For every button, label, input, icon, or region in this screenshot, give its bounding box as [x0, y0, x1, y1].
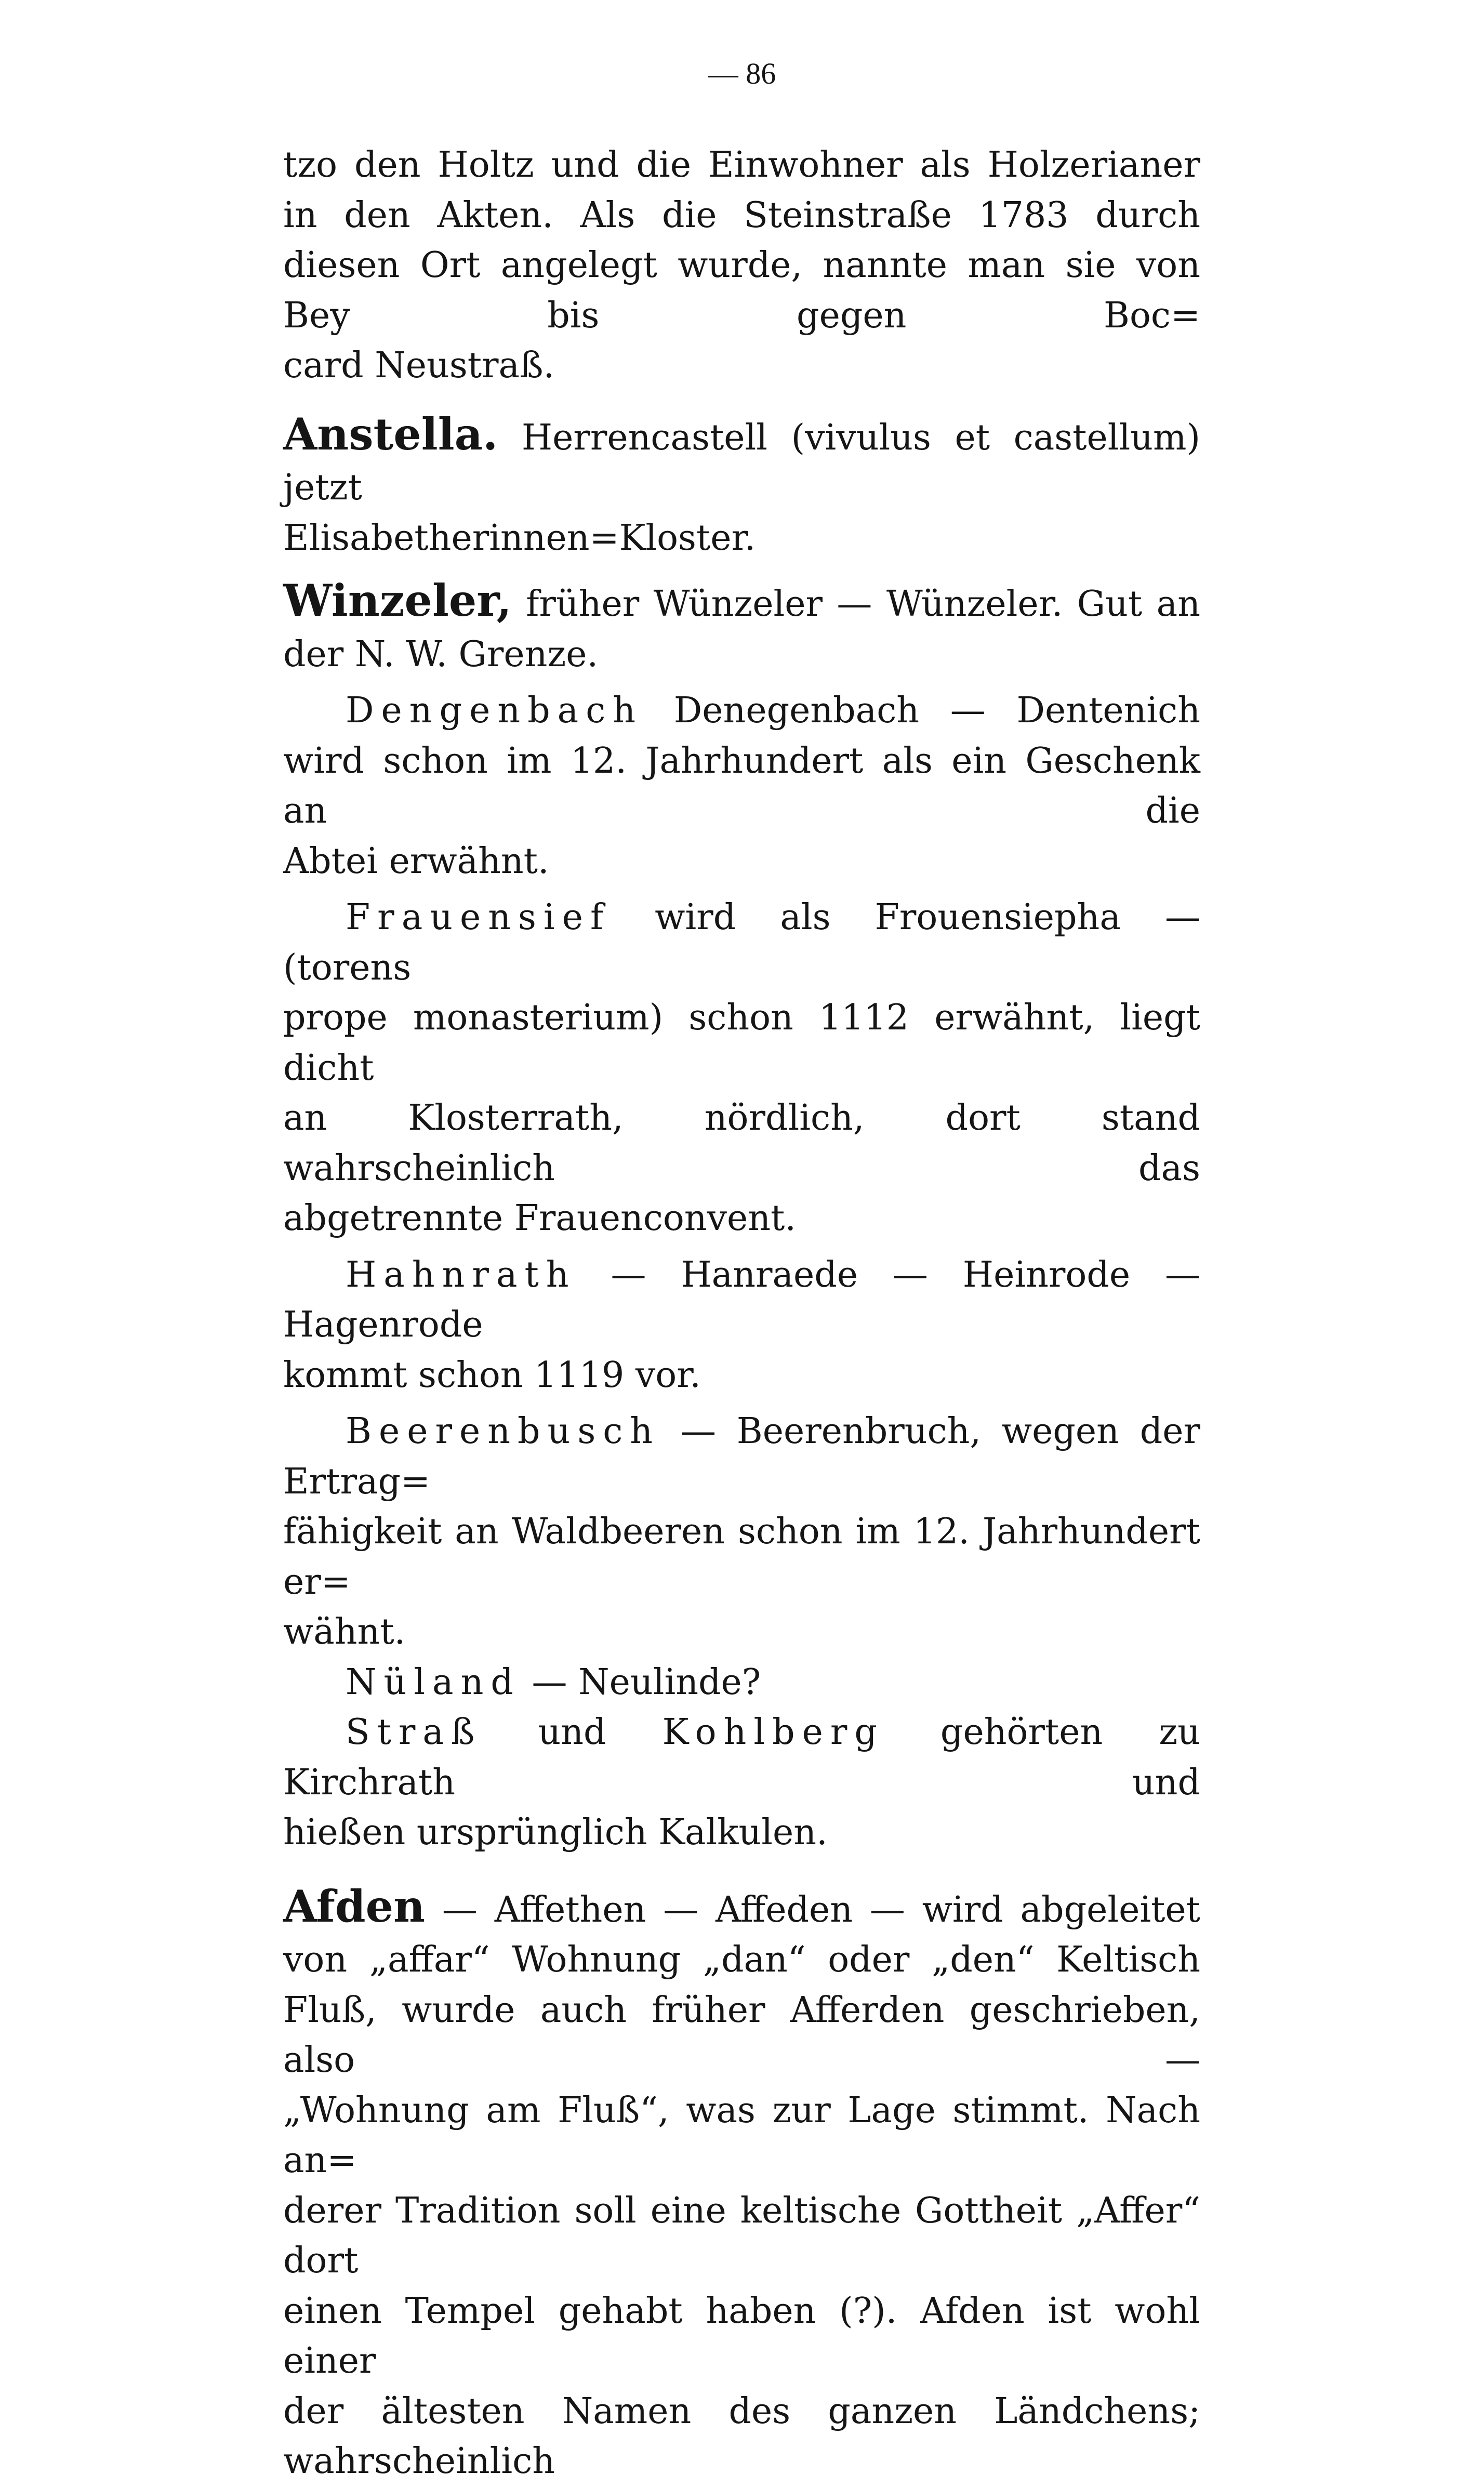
paragraph: [283, 736, 1200, 837]
text-line: der N. W. Grenze.: [283, 633, 599, 675]
paragraph: [283, 2286, 1200, 2387]
text-line: wird als Frouensiepha — (torens: [283, 897, 1200, 988]
text-line: von „affar“ Wohnung „dan“ oder „den“ Keltisch: [283, 1939, 1200, 1980]
text-line: Elisabetherinnen=Kloster.: [283, 517, 756, 559]
text-line: — Hanraede — Heinrode — Hagenrode: [283, 1254, 1200, 1345]
entry-afden: [283, 1882, 1200, 1936]
paragraph: [283, 2086, 1200, 2186]
text-line: einen Tempel gehabt haben (?). Afden ist wohl einer: [283, 2290, 1200, 2382]
entry-anstella: [283, 409, 1200, 513]
paragraph: [283, 2186, 1200, 2286]
paragraph: [283, 1935, 1200, 1986]
entry-term: Nüland: [346, 1661, 521, 1703]
text-line: Herrencastell (vivulus et castellum) jetzt: [283, 417, 1200, 508]
text-line: Denegenbach — Dentenich: [673, 690, 1200, 731]
entry-term: Dengenbach: [346, 690, 643, 731]
entry-nueland: [283, 1658, 1200, 1708]
paragraph: [283, 993, 1200, 1093]
paragraph-end: [283, 1808, 1200, 1858]
entry-term: Kohlberg: [662, 1712, 884, 1753]
entry-frauensief: [283, 893, 1200, 993]
text-line: — Beerenbruch, wegen der Ertrag=: [283, 1411, 1200, 1502]
paragraph-end: [283, 1194, 1200, 1244]
page-body: [283, 140, 1200, 2487]
paragraph-end: [283, 513, 1200, 564]
text-line: prope monasterium) schon 1112 erwähnt, liegt dicht: [283, 997, 1200, 1089]
text-line: früher Wünzeler — Wünzeler. Gut an: [526, 584, 1201, 625]
text-line: tzo den Holtz und die Einwohner als Holzerianer in: [283, 144, 1200, 236]
entry-term: Straß: [346, 1712, 482, 1753]
entry-winzeler: [283, 576, 1200, 630]
text-line: hießen ursprünglich Kalkulen.: [283, 1812, 828, 1853]
entry-term: Hahnrath: [346, 1254, 576, 1295]
page-number: — 86: [708, 57, 776, 90]
text-line: an Klosterrath, nördlich, dort stand wahrscheinlich das: [283, 1097, 1200, 1189]
text-line: derer Tradition soll eine keltische Gottheit „Affer“ dort: [283, 2190, 1200, 2281]
paragraph: [283, 2387, 1200, 2487]
entry-strass-kohlberg: [283, 1708, 1200, 1808]
entry-dengenbach: [283, 686, 1200, 736]
text-line: wird schon im 12. Jahrhundert als ein Geschenk an die: [283, 740, 1200, 831]
paragraph-end: [283, 1351, 1200, 1401]
paragraph-end: [283, 630, 1200, 680]
entry-headword: Winzeler,: [283, 575, 512, 626]
paragraph: [283, 1093, 1200, 1194]
entry-term: Beerenbusch: [346, 1411, 660, 1452]
text-line: kommt schon 1119 vor.: [283, 1354, 701, 1396]
paragraph-end: [283, 837, 1200, 887]
paragraph-end: [283, 1607, 1200, 1658]
text-line: abgetrennte Frauenconvent.: [283, 1198, 796, 1239]
paragraph: [283, 1986, 1200, 2086]
text-line: den Akten. Als die Steinstraße 1783 durch diesen Ort: [283, 194, 1200, 286]
entry-hahnrath: [283, 1250, 1200, 1351]
connector-word: und: [538, 1712, 606, 1753]
text-line: — Affethen — Affeden — wird abgeleitet: [442, 1889, 1200, 1930]
text-line: angelegt wurde, nannte man sie von Bey bis gegen Boc=: [283, 245, 1200, 336]
text-line: card Neustraß.: [283, 345, 555, 386]
text-line: Fluß, wurde auch früher Afferden geschrieben, also —: [283, 1989, 1200, 2081]
entry-headword: Anstella.: [283, 408, 498, 460]
text-line: „Wohnung am Fluß“, was zur Lage stimmt. Nach an=: [283, 2089, 1200, 2181]
entry-headword: Afden: [283, 1880, 426, 1932]
text-line: gehörten zu Kirchrath und: [283, 1712, 1200, 1803]
text-line: fähigkeit an Waldbeeren schon im 12. Jahrhundert er=: [283, 1511, 1200, 1603]
entry-term: Frauensief: [346, 897, 611, 938]
paragraph: [283, 140, 1200, 341]
text-line: der ältesten Namen des ganzen Ländchens; wahrscheinlich: [283, 2390, 1200, 2482]
paragraph: [283, 1507, 1200, 1607]
paragraph-end: [283, 341, 1200, 391]
text-line: — Neulinde?: [532, 1661, 761, 1703]
text-line: Abtei erwähnt.: [283, 840, 549, 882]
text-line: wähnt.: [283, 1611, 406, 1652]
entry-beerenbusch: [283, 1407, 1200, 1507]
